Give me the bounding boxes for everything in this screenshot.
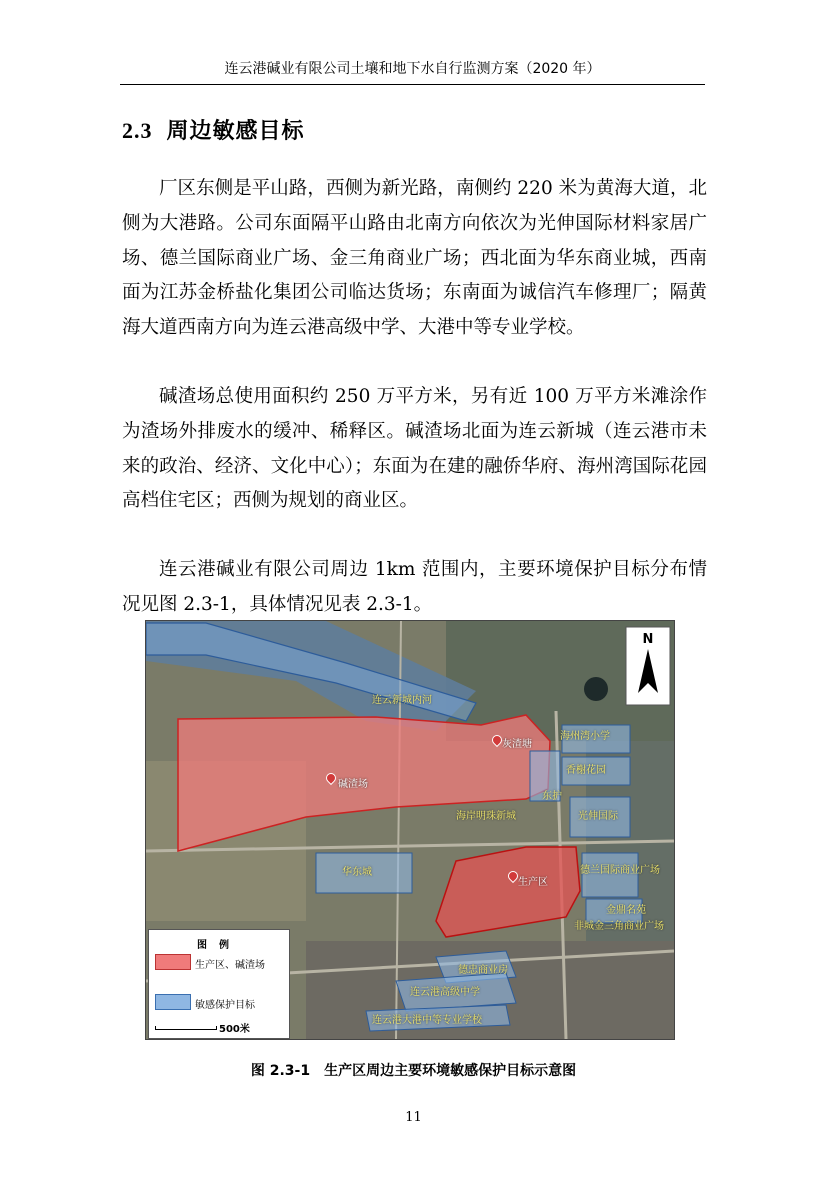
- legend-label-production: 生产区、碱渣场: [195, 960, 265, 971]
- scale-label: 500米: [219, 1024, 250, 1035]
- label-plant: 生产区: [518, 877, 548, 888]
- label-huadong: 华东城: [342, 867, 372, 878]
- section-number: 2.3: [122, 118, 153, 143]
- label-pearl: 海岸明珠新城: [456, 811, 516, 822]
- header-divider: [120, 84, 705, 85]
- north-label-text: N: [642, 632, 654, 647]
- label-garden: 香榭花园: [566, 765, 606, 776]
- legend-swatch-sensitive: [155, 994, 191, 1010]
- page-number: 11: [405, 1110, 422, 1125]
- running-header: 连云港碱业有限公司土壤和地下水自行监测方案（2020 年）: [224, 61, 601, 77]
- legend-label-sensitive: 敏感保护目标: [195, 1000, 255, 1011]
- satellite-map-figure: [145, 620, 675, 1040]
- legend-swatch-production: [155, 954, 191, 970]
- label-school-1: 海州湾小学: [560, 731, 610, 742]
- section-heading: [122, 114, 305, 145]
- label-delan: 德兰国际商业广场: [580, 865, 660, 876]
- label-high-school: 连云港高级中学: [410, 987, 480, 998]
- paragraph-slag-field: 碱渣场总使用面积约 250 万平方米，另有近 100 万平方米滩涂作为渣场外排废水的缓冲、稀释区。碱渣场北面为连云新城（连云港市未来的政治、经济、文化中心）；东面为在建的融侨华府、海州湾国际花园高档住宅区；西侧为规划的商业区。: [122, 386, 707, 512]
- label-vocational: 连云港大港中等专业学校: [372, 1015, 482, 1026]
- figure-caption: 图 2.3-1 生产区周边主要环境敏感保护目标示意图: [250, 1063, 577, 1079]
- label-river: 连云新城内河: [372, 695, 432, 706]
- label-jinsanjiao: 非城金三角商业广场: [574, 921, 664, 932]
- map-legend: [148, 929, 290, 1039]
- label-guangshen: 光伸国际: [578, 811, 618, 822]
- section-title-text: 周边敏感目标: [166, 119, 305, 144]
- label-ash-pond: 灰渣塘: [502, 739, 532, 750]
- label-east-wall: 东护: [542, 791, 562, 802]
- label-dexin: 德忠商业房: [458, 965, 508, 976]
- paragraph-reference: 连云港碱业有限公司周边 1km 范围内，主要环境保护目标分布情况见图 2.3-1，具体情况见表 2.3-1。: [122, 559, 707, 615]
- paragraph-surroundings: 厂区东侧是平山路，西侧为新光路，南侧约 220 米为黄海大道，北侧为大港路。公司东面隔平山路由北南方向依次为光伸国际材料家居广场、德兰国际商业广场、金三角商业广场；西北面为华东商业城，西南面为江苏金桥盐化集团公司临达货场；东南面为诚信汽车修理厂；隔黄海大道西南方向为连云港高级中学、大港中等专业学校。: [122, 178, 707, 339]
- scale-bar: [155, 1026, 217, 1030]
- legend-title: 图例: [197, 940, 241, 951]
- label-slag-field: 碱渣场: [338, 779, 368, 790]
- label-jinding: 金鼎名苑: [606, 905, 646, 916]
